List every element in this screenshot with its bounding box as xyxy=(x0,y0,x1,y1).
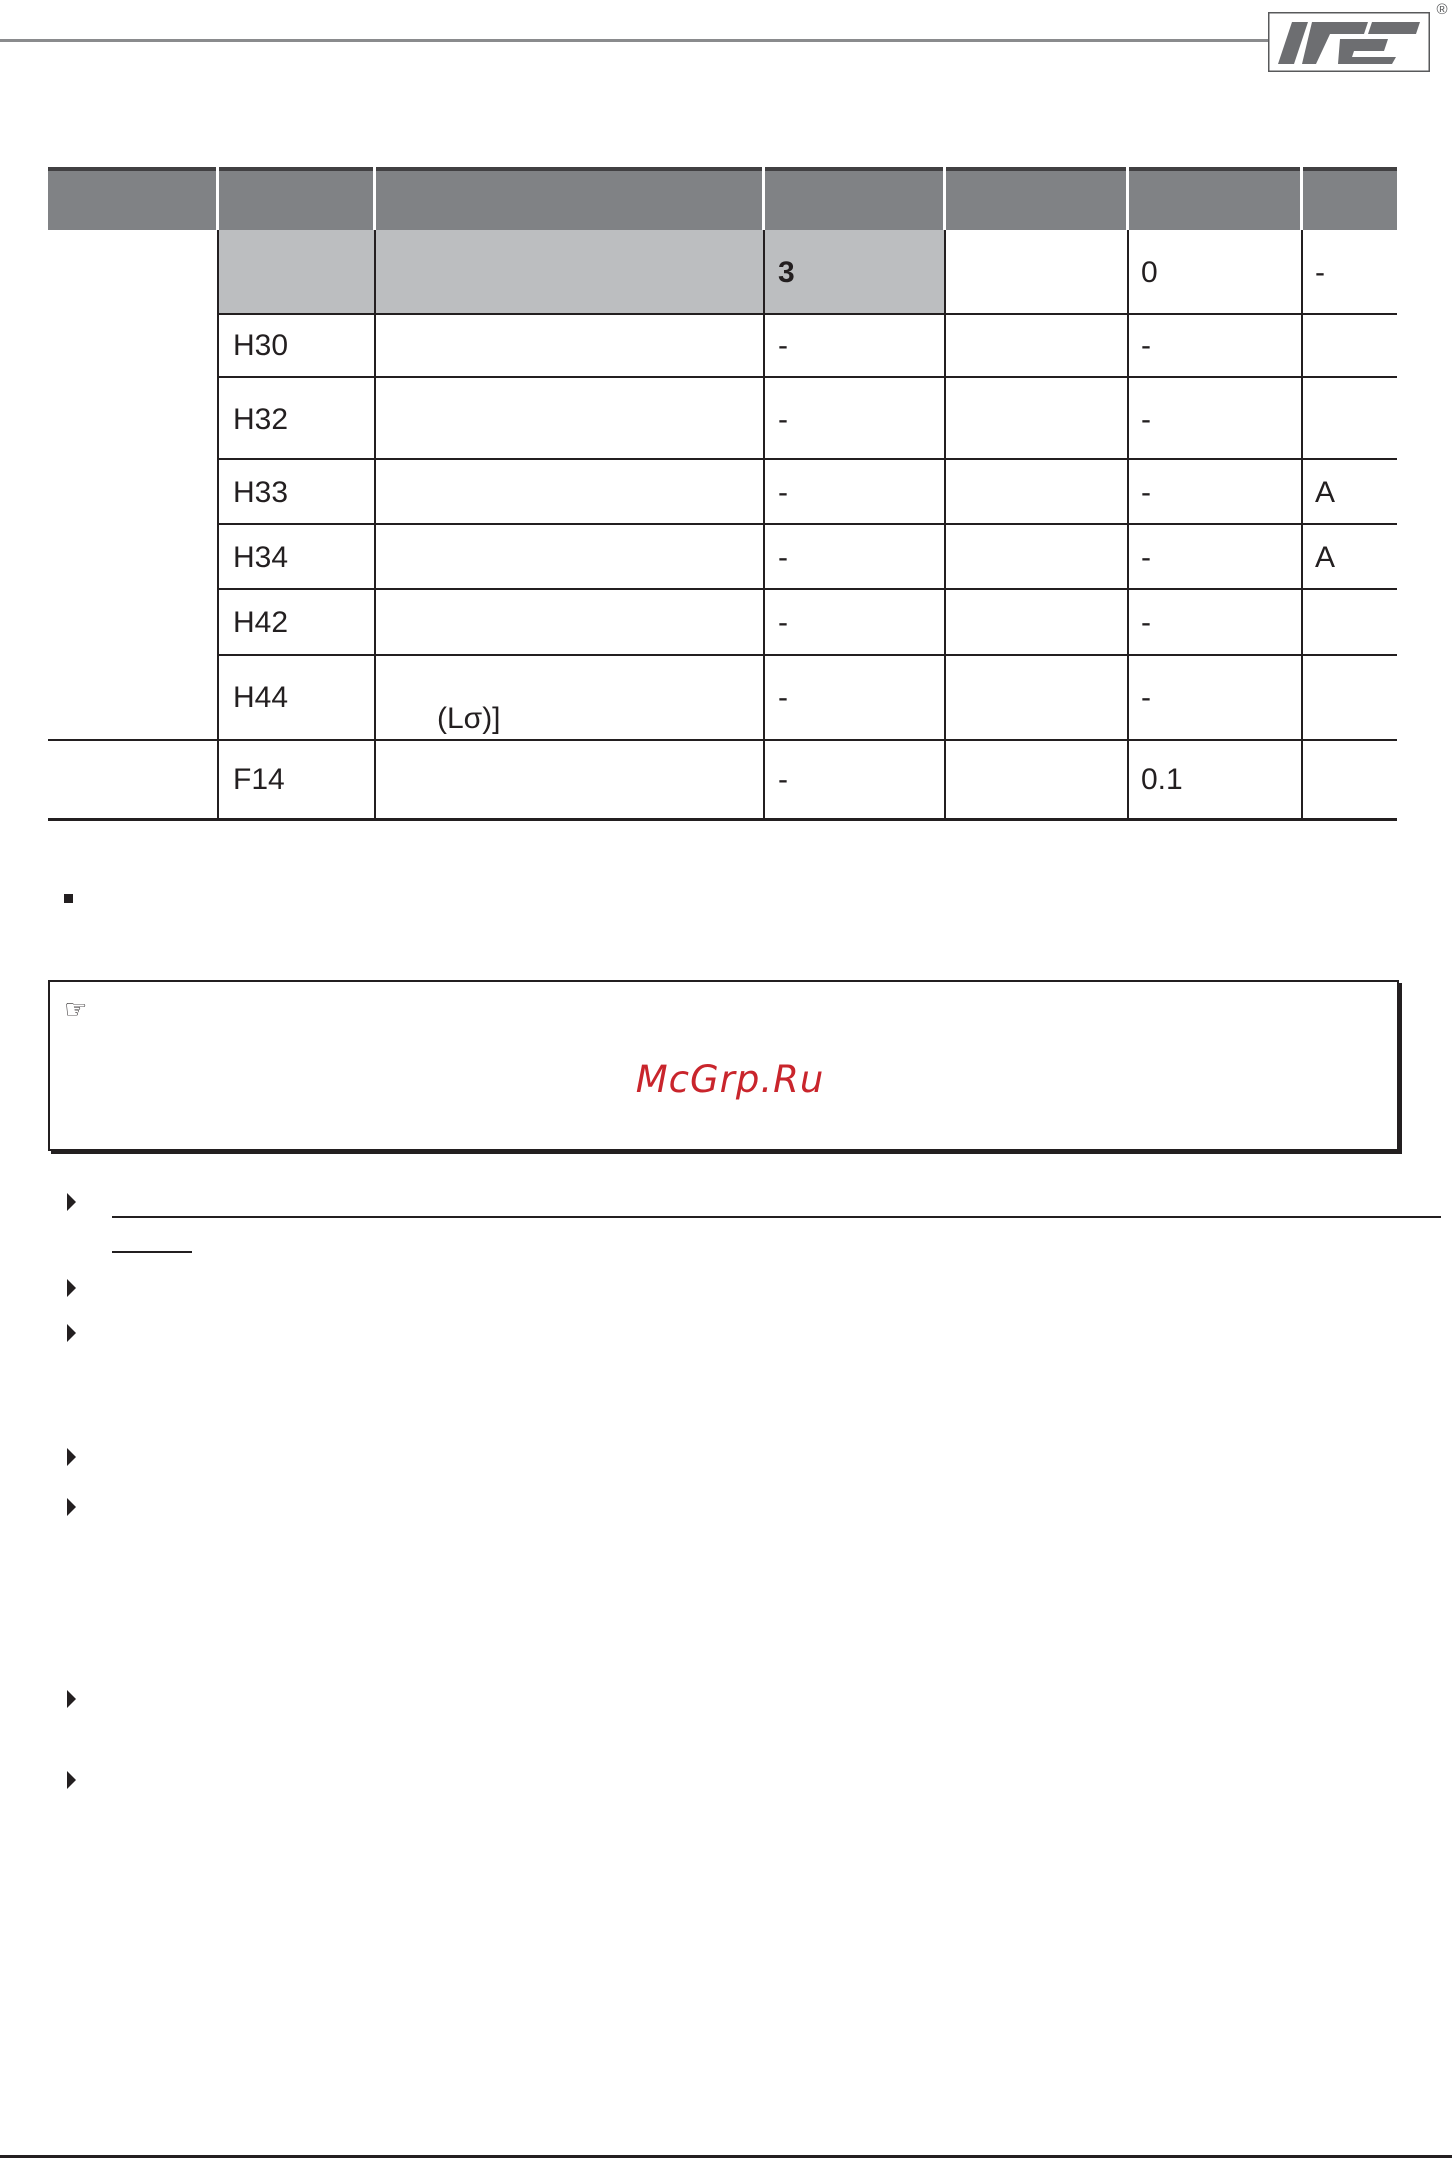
arrow-bullet-icon xyxy=(67,1324,76,1342)
table-header-divider xyxy=(373,167,376,230)
table-grid-line xyxy=(763,230,765,820)
table-row-line xyxy=(218,588,1397,590)
table-cell: - xyxy=(1141,476,1151,509)
table-cell: - xyxy=(1141,606,1151,639)
table-row-line xyxy=(48,739,1397,741)
table-cell: - xyxy=(778,541,788,574)
table-row-line xyxy=(218,458,1397,460)
table-cell: A xyxy=(1315,476,1336,509)
table-cell-code: H44 xyxy=(233,681,289,714)
table-grid-line xyxy=(1127,230,1129,820)
table-cell-highlight xyxy=(375,230,763,313)
table-row-line xyxy=(218,654,1397,656)
table-cell: - xyxy=(1141,329,1151,362)
watermark: McGrp.Ru xyxy=(635,1058,825,1101)
table-cell: - xyxy=(778,403,788,436)
table-cell-code: H32 xyxy=(233,403,289,436)
table-header-divider xyxy=(762,167,765,230)
table-cell: A xyxy=(1315,541,1336,574)
table-grid-line xyxy=(374,230,376,820)
arrow-bullet-icon xyxy=(67,1279,76,1297)
table-cell: (Lσ)] xyxy=(437,702,501,735)
company-logo-icon xyxy=(1268,12,1430,72)
pointing-hand-icon: ☞ xyxy=(64,994,88,1024)
table-cell: - xyxy=(1141,681,1151,714)
registered-mark: ® xyxy=(1436,1,1448,18)
square-bullet-icon xyxy=(64,894,73,903)
underline-rule xyxy=(112,1251,192,1253)
table-grid-line xyxy=(944,230,946,820)
table-cell: 0 xyxy=(1141,256,1158,289)
table-cell-highlight xyxy=(218,230,374,313)
table-cell: - xyxy=(778,476,788,509)
table-header-divider xyxy=(216,167,219,230)
table-cell-code: H42 xyxy=(233,606,289,639)
table-grid-line xyxy=(217,230,219,820)
table-cell-code: F14 xyxy=(233,763,285,796)
table-cell: - xyxy=(778,681,788,714)
arrow-bullet-icon xyxy=(67,1448,76,1466)
table-row-line xyxy=(218,313,1397,315)
header-rule xyxy=(0,39,1272,42)
table-cell: - xyxy=(778,606,788,639)
table-cell-code: H33 xyxy=(233,476,289,509)
table-row-line xyxy=(218,523,1397,525)
table-cell: - xyxy=(778,763,788,796)
table-cell: - xyxy=(1315,256,1325,289)
arrow-bullet-icon xyxy=(67,1690,76,1708)
table-bottom-line xyxy=(48,818,1397,821)
table-cell: 3 xyxy=(778,256,795,289)
table-row-line xyxy=(218,376,1397,378)
table-header-divider xyxy=(943,167,946,230)
table-header-divider xyxy=(1126,167,1129,230)
table-header-divider xyxy=(1300,167,1303,230)
arrow-bullet-icon xyxy=(67,1193,76,1211)
table-header xyxy=(48,167,1397,230)
arrow-bullet-icon xyxy=(67,1498,76,1516)
table-cell-code: H34 xyxy=(233,541,289,574)
table-cell: - xyxy=(778,329,788,362)
table-cell: - xyxy=(1141,541,1151,574)
table-cell-code: H30 xyxy=(233,329,289,362)
table-cell: - xyxy=(1141,403,1151,436)
table-cell: 0.1 xyxy=(1141,763,1183,796)
footer-rule xyxy=(0,2155,1452,2158)
underline-rule xyxy=(112,1216,1441,1218)
table-grid-line xyxy=(1301,230,1303,820)
arrow-bullet-icon xyxy=(67,1771,76,1789)
